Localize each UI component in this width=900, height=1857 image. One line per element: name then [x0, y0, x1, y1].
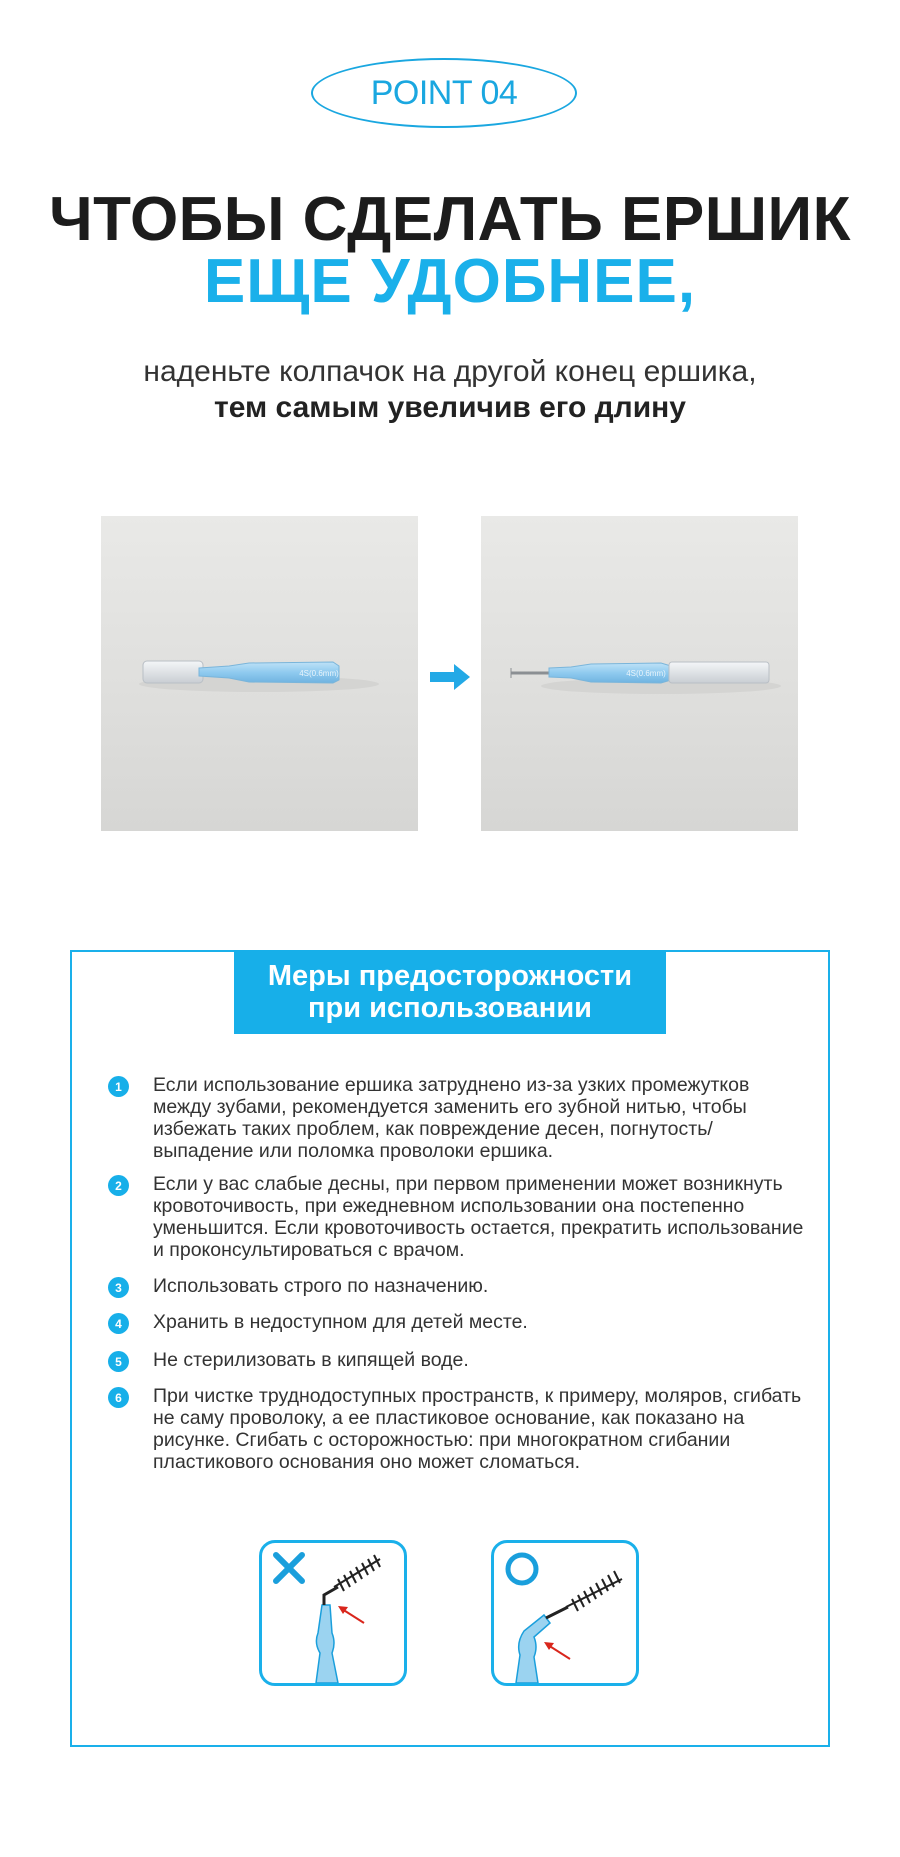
list-item-text: Использовать строго по назначению.: [153, 1275, 489, 1297]
list-item-text: Если использование ершика затруднено из-за узких промежутков между зубами, рекомендуется заменить его зубной нитью, чтобы избежать таких проблем, как повреждение десен, погнутость/выпадение или поломка проволоки ершика.: [153, 1074, 750, 1162]
pointer-arrow-icon: [338, 1606, 364, 1623]
photo-after-label: 4S(0.6mm): [626, 669, 666, 678]
number-badge-icon: 3: [108, 1277, 129, 1298]
number-badge-icon: 5: [108, 1351, 129, 1372]
number-badge-icon: 4: [108, 1313, 129, 1334]
list-item: [108, 1173, 808, 1261]
list-item-text: Не стерилизовать в кипящей воде.: [153, 1349, 469, 1371]
list-item: [108, 1311, 808, 1333]
subtitle-line1: наденьте колпачок на другой конец ершика,: [143, 355, 757, 388]
brush-extended-image: [481, 516, 798, 831]
point-badge: [311, 58, 577, 128]
point-badge-label: POINT 04: [370, 73, 518, 112]
caution-title-line1: Меры предосторожности: [267, 960, 633, 992]
caution-list: [108, 1074, 808, 1484]
caution-header: [234, 950, 666, 1034]
number-badge-icon: 1: [108, 1076, 129, 1097]
photo-before: [101, 516, 418, 831]
pointer-arrow-icon: [544, 1642, 570, 1659]
number-badge-icon: 6: [108, 1387, 129, 1408]
list-item: [108, 1074, 808, 1162]
list-item-text: При чистке труднодоступных пространств, к примеру, моляров, сгибать не саму проволоку, а ее пластиковое основание, как показано на рисунке. Сгибать с осторожностью: при многократном сгибании пластикового основания оно может сломаться.: [153, 1385, 802, 1473]
photo-before-label: 4S(0.6mm): [299, 669, 339, 678]
list-item: [108, 1349, 808, 1371]
brush-with-cap-image: [101, 516, 418, 831]
number-badge-icon: 2: [108, 1175, 129, 1196]
arrow-right-icon: [428, 662, 472, 697]
headline-line1: ЧТОБЫ СДЕЛАТЬ ЕРШИК: [49, 185, 851, 254]
headline-line2: ЕЩЕ УДОБНЕЕ,: [203, 247, 697, 316]
caution-title-line2: при использовании: [308, 992, 592, 1024]
photo-after: [481, 516, 798, 831]
list-item-text: Хранить в недоступном для детей месте.: [153, 1311, 528, 1333]
wrong-bending-illustration: [259, 1540, 407, 1686]
list-item: [108, 1385, 808, 1473]
list-item: [108, 1275, 808, 1297]
subtitle-line2: тем самым увеличив его длину: [214, 391, 686, 424]
list-item-text: Если у вас слабые десны, при первом применении может возникнуть кровоточивость, при ежедневном использовании она постепенно уменьшится. Если кровоточивость остается, прекратить использование и проконсультироваться с врачом.: [153, 1173, 804, 1261]
correct-bending-illustration: [491, 1540, 639, 1686]
circle-ok-icon: [508, 1555, 536, 1583]
cross-icon: [276, 1555, 302, 1581]
